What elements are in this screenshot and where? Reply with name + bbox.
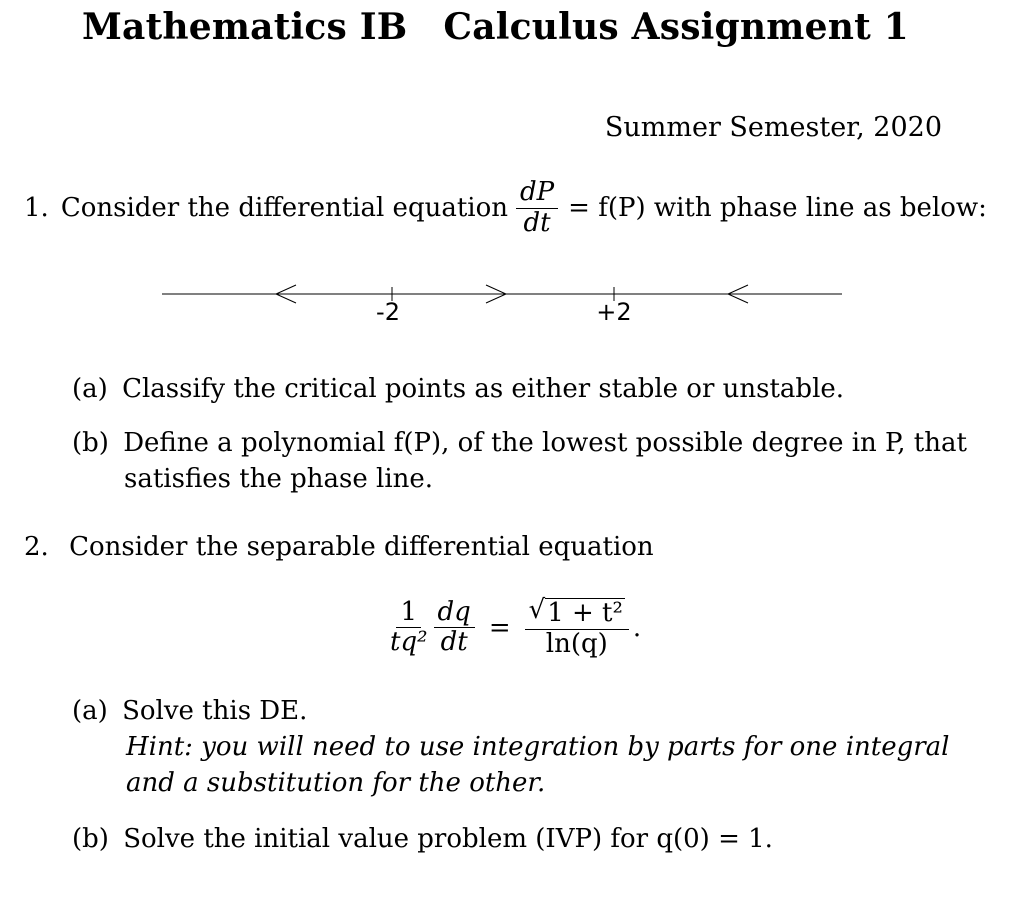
q1-intro: Consider the differential equation: [60, 193, 508, 224]
q1-frac-den: dt: [523, 207, 551, 238]
sqrt-sign: [529, 596, 625, 629]
q2-frac-2-num: dq: [434, 598, 475, 629]
page-title: [82, 6, 909, 48]
q1-part-b-line1: Define a polynomial f(P), of the lowest possible degree in P, that: [123, 428, 967, 458]
radical-symbol: √: [528, 595, 546, 625]
q2-part-a-label: (a): [72, 696, 108, 726]
q2-frac-3-den: ln(q): [545, 628, 608, 659]
q2-equation: [386, 596, 641, 660]
q1-part-a: [72, 374, 844, 404]
q2-frac-1: [386, 598, 432, 659]
q2-frac-3-num: 1 + t²: [547, 598, 623, 628]
q2-frac-3-num-wrap: [525, 596, 629, 630]
q2-frac-1-num: 1: [396, 598, 421, 629]
q1-part-b: [72, 428, 967, 458]
course-name: Mathematics IB: [82, 6, 408, 48]
label-minus-2: -2: [376, 298, 400, 326]
q2-number: 2.: [24, 532, 49, 562]
q2-part-b-label: (b): [72, 824, 109, 854]
q1-statement: [24, 178, 987, 239]
q2-frac-2: [434, 598, 475, 659]
assignment-name: Calculus Assignment 1: [443, 6, 909, 48]
q2-intro: Consider the separable differential equation: [69, 532, 654, 562]
q2-part-b: [72, 824, 773, 854]
q2-statement: [24, 532, 654, 562]
q1-part-b-line2: satisfies the phase line.: [124, 464, 434, 494]
q2-part-a-text: Solve this DE.: [122, 696, 308, 726]
q2-frac-3: [525, 596, 629, 660]
q2-part-a: [72, 696, 307, 726]
phase-line: [0, 270, 1024, 330]
label-plus-2: +2: [596, 298, 632, 326]
semester-label: Summer Semester, 2020: [604, 112, 942, 143]
q1-derivative-fraction: [516, 178, 558, 239]
q2-part-b-text: Solve the initial value problem (IVP) for q(0) = 1.: [123, 824, 773, 854]
q2-period: .: [632, 612, 642, 643]
q2-frac-2-den: dt: [440, 627, 468, 658]
q1-part-a-label: (a): [72, 374, 108, 404]
q2-hint-line2: and a substitution for the other.: [126, 768, 546, 798]
q1-rhs: = f(P) with phase line as below:: [568, 193, 987, 224]
q2-frac-1-den: tq²: [390, 627, 428, 658]
q1-part-b-label: (b): [72, 428, 109, 458]
q1-number: 1.: [24, 193, 49, 224]
q2-hint-line1: Hint: you will need to use integration by parts for one integral: [126, 732, 950, 762]
q1-part-a-text: Classify the critical points as either stable or unstable.: [122, 374, 845, 404]
q1-frac-num: dP: [516, 178, 558, 209]
q2-equals: =: [488, 612, 511, 643]
